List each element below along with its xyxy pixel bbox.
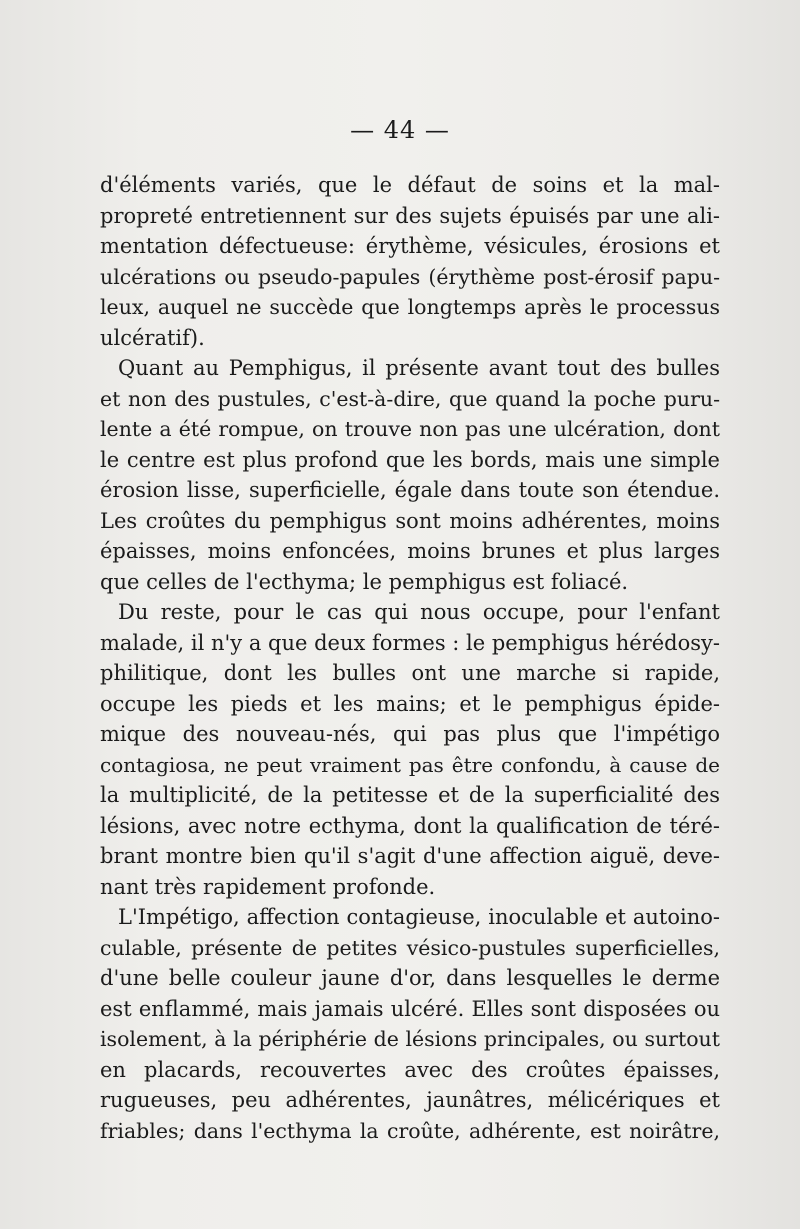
- text-line: propreté entretiennent sur des sujets épuisés par une ali-: [100, 203, 720, 228]
- text-line: d'éléments variés, que le défaut de soins et la mal-: [100, 173, 720, 197]
- text-line: ulcératif).: [100, 325, 205, 350]
- text-line: mentation défectueuse: érythème, vésicules, érosions et: [100, 234, 720, 258]
- text-line: érosion lisse, superficielle, égale dans toute son étendue.: [100, 478, 720, 502]
- text-line: isolement, à la périphérie de lésions principales, ou surtout: [100, 1027, 720, 1051]
- text-line: culable, présente de petites vésico-pustules superficielles,: [100, 935, 720, 960]
- text-line: malade, il n'y a que deux formes : le pemphigus hérédosy-: [100, 630, 720, 655]
- text-line: et non des pustules, c'est-à-dire, que quand la poche puru-: [100, 386, 720, 411]
- text-line: la multiplicité, de la petitesse et de la superficialité des: [100, 783, 720, 807]
- text-line: épaisses, moins enfoncées, moins brunes et plus larges: [100, 539, 720, 563]
- text-line: lésions, avec notre ecthyma, dont la qualification de téré-: [100, 813, 720, 838]
- text-line: rugueuses, peu adhérentes, jaunâtres, mélicériques et: [100, 1088, 720, 1112]
- text-line: mique des nouveau-nés, qui pas plus que l'impétigo: [100, 722, 720, 746]
- text-line: ulcérations ou pseudo-papules (érythème post-érosif papu-: [100, 264, 720, 289]
- text-line: en placards, recouvertes avec des croûtes épaisses,: [100, 1057, 720, 1082]
- text-line: Du reste, pour le cas qui nous occupe, pour l'enfant: [118, 600, 720, 624]
- text-line: que celles de l'ecthyma; le pemphigus est foliacé.: [100, 569, 629, 594]
- text-line: brant montre bien qu'il s'agit d'une affection aiguë, deve-: [100, 844, 720, 868]
- text-line: d'une belle couleur jaune d'or, dans lesquelles le derme: [100, 966, 720, 990]
- text-line: friables; dans l'ecthyma la croûte, adhérente, est noirâtre,: [100, 1118, 720, 1143]
- text-line: Les croûtes du pemphigus sont moins adhérentes, moins: [100, 508, 720, 533]
- text-line: Quant au Pemphigus, il présente avant tout des bulles: [118, 356, 720, 380]
- text-line: leux, auquel ne succède que longtemps après le processus: [100, 295, 720, 319]
- text-line: occupe les pieds et les mains; et le pemphigus épide-: [100, 691, 720, 716]
- text-line: philitique, dont les bulles ont une marche si rapide,: [100, 661, 720, 685]
- body-text: [100, 170, 720, 1146]
- text-line: nant très rapidement profonde.: [100, 874, 436, 899]
- text-line: contagiosa, ne peut vraiment pas être confondu, à cause de: [100, 752, 720, 777]
- text-line: le centre est plus profond que les bords, mais une simple: [100, 447, 720, 472]
- text-line: L'Impétigo, affection contagieuse, inoculable et autoino-: [118, 905, 720, 929]
- text-line: est enflammé, mais jamais ulcéré. Elles sont disposées ou: [100, 996, 720, 1021]
- page-number: — 44 —: [350, 116, 450, 144]
- text-line: lente a été rompue, on trouve non pas une ulcération, dont: [100, 417, 720, 441]
